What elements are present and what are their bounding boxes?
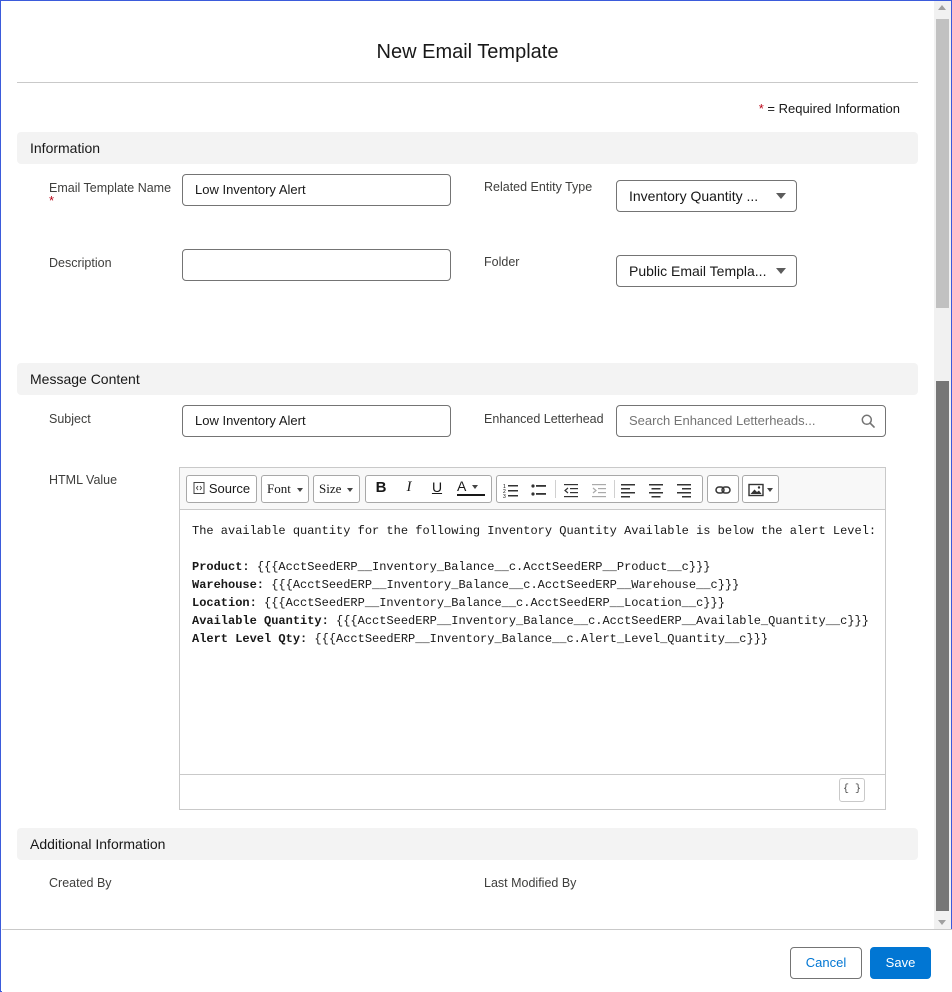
modal-title: New Email Template: [376, 41, 559, 63]
link-icon: [715, 482, 731, 498]
chevron-down-icon: [776, 193, 786, 199]
editor-merge-line: [192, 594, 882, 612]
subject-label: Subject: [49, 412, 91, 426]
editor-merge-key: Available Quantity:: [192, 614, 329, 628]
source-code-icon: [193, 482, 205, 494]
last-modified-by-label: Last Modified By: [484, 876, 577, 890]
editor-merge-key: Product:: [192, 560, 250, 574]
editor-merge-line: [192, 576, 882, 594]
align-center-icon[interactable]: [648, 482, 664, 498]
editor-content[interactable]: [192, 522, 882, 648]
size-select-label: Size: [319, 481, 342, 496]
font-select-label: Font: [267, 481, 291, 496]
increase-indent-icon[interactable]: [591, 482, 607, 498]
section-header-message-content[interactable]: Message Content: [17, 363, 918, 395]
folder-select[interactable]: [616, 255, 797, 287]
editor-merge-value: {{{AcctSeedERP__Inventory_Balance__c.AcctSeedERP__Warehouse__c}}}: [271, 578, 740, 592]
toolbar-separator: [614, 480, 615, 498]
editor-merge-line: [192, 558, 882, 576]
image-icon: [748, 482, 764, 498]
align-left-icon[interactable]: [620, 482, 636, 498]
related-entity-type-select[interactable]: [616, 180, 797, 212]
svg-text:1: 1: [503, 484, 506, 490]
font-select[interactable]: [261, 475, 309, 503]
required-asterisk: *: [758, 101, 764, 116]
required-info-note: [759, 101, 900, 116]
bulleted-list-icon[interactable]: [531, 482, 547, 498]
scroll-down-arrow-icon[interactable]: [938, 920, 946, 925]
paragraph-button-group: [496, 475, 703, 503]
cancel-button[interactable]: Cancel: [790, 947, 862, 979]
editor-intro-line: The available quantity for the following Inventory Quantity Available is below the alert Level:: [192, 524, 877, 538]
template-name-input[interactable]: Low Inventory Alert: [182, 174, 451, 206]
svg-text:2: 2: [503, 489, 506, 495]
template-name-label-text: Email Template Name: [49, 181, 172, 195]
numbered-list-icon[interactable]: [503, 482, 519, 498]
created-by-label: Created By: [49, 876, 112, 890]
chevron-down-icon: [776, 268, 786, 274]
scrollbar-track-upper: [936, 19, 949, 308]
related-entity-type-label: Related Entity Type: [484, 180, 593, 194]
folder-value: Public Email Templa...: [629, 263, 767, 279]
required-info-text: = Required Information: [763, 101, 900, 116]
enhanced-letterhead-label: Enhanced Letterhead: [484, 412, 604, 426]
format-button-group: [365, 475, 492, 503]
source-button-label: Source: [208, 481, 251, 496]
html-value-label: HTML Value: [49, 473, 118, 487]
bold-button[interactable]: B: [375, 479, 387, 496]
editor-merge-line: [192, 612, 882, 630]
vertical-scrollbar[interactable]: [934, 1, 951, 929]
related-entity-type-value: Inventory Quantity ...: [629, 188, 759, 204]
template-name-label: [49, 181, 171, 207]
editor-footer-divider: [180, 774, 885, 775]
editor-merge-value: {{{AcctSeedERP__Inventory_Balance__c.AcctSeedERP__Product__c}}}: [256, 560, 711, 574]
align-right-icon[interactable]: [676, 482, 692, 498]
source-button[interactable]: [186, 475, 257, 503]
editor-merge-value: {{{AcctSeedERP__Inventory_Balance__c.Alert_Level_Quantity__c}}}: [314, 632, 769, 646]
image-button[interactable]: [742, 475, 779, 503]
save-button[interactable]: Save: [870, 947, 931, 979]
search-icon: [861, 414, 875, 428]
chevron-down-icon: [767, 488, 773, 492]
italic-button[interactable]: I: [406, 479, 412, 495]
editor-toolbar: [180, 468, 885, 510]
svg-text:3: 3: [503, 494, 506, 498]
section-header-additional-information[interactable]: Additional Information: [17, 828, 918, 860]
description-label: Description: [49, 256, 112, 270]
size-select[interactable]: [313, 475, 360, 503]
text-color-label: A: [457, 478, 467, 494]
enhanced-letterhead-placeholder: Search Enhanced Letterheads...: [629, 413, 816, 428]
editor-merge-key: Location:: [192, 596, 257, 610]
scroll-up-arrow-icon[interactable]: [938, 5, 946, 10]
scrollbar-thumb[interactable]: [936, 381, 949, 911]
underline-button[interactable]: U: [431, 479, 443, 495]
editor-merge-key: Warehouse:: [192, 578, 265, 592]
subject-input[interactable]: Low Inventory Alert: [182, 405, 451, 437]
editor-merge-value: {{{AcctSeedERP__Inventory_Balance__c.AcctSeedERP__Available_Quantity__c}}}: [336, 614, 869, 628]
editor-merge-value: {{{AcctSeedERP__Inventory_Balance__c.AcctSeedERP__Location__c}}}: [264, 596, 725, 610]
editor-merge-line: [192, 630, 882, 648]
merge-field-icon[interactable]: { }: [839, 778, 865, 802]
toolbar-separator: [555, 480, 556, 498]
link-button[interactable]: [707, 475, 739, 503]
enhanced-letterhead-search[interactable]: [616, 405, 886, 437]
editor-merge-key: Alert Level Qty:: [192, 632, 308, 646]
title-divider: [17, 82, 918, 83]
chevron-down-icon: [347, 488, 353, 492]
chevron-down-icon: [297, 488, 303, 492]
section-header-information[interactable]: Information: [17, 132, 918, 164]
description-input[interactable]: [182, 249, 451, 281]
chevron-down-icon: [472, 485, 478, 489]
folder-label: Folder: [484, 255, 520, 269]
decrease-indent-icon[interactable]: [563, 482, 579, 498]
rich-text-editor[interactable]: [179, 467, 886, 810]
text-color-button[interactable]: [457, 478, 485, 496]
template-name-required-asterisk: *: [49, 193, 55, 208]
